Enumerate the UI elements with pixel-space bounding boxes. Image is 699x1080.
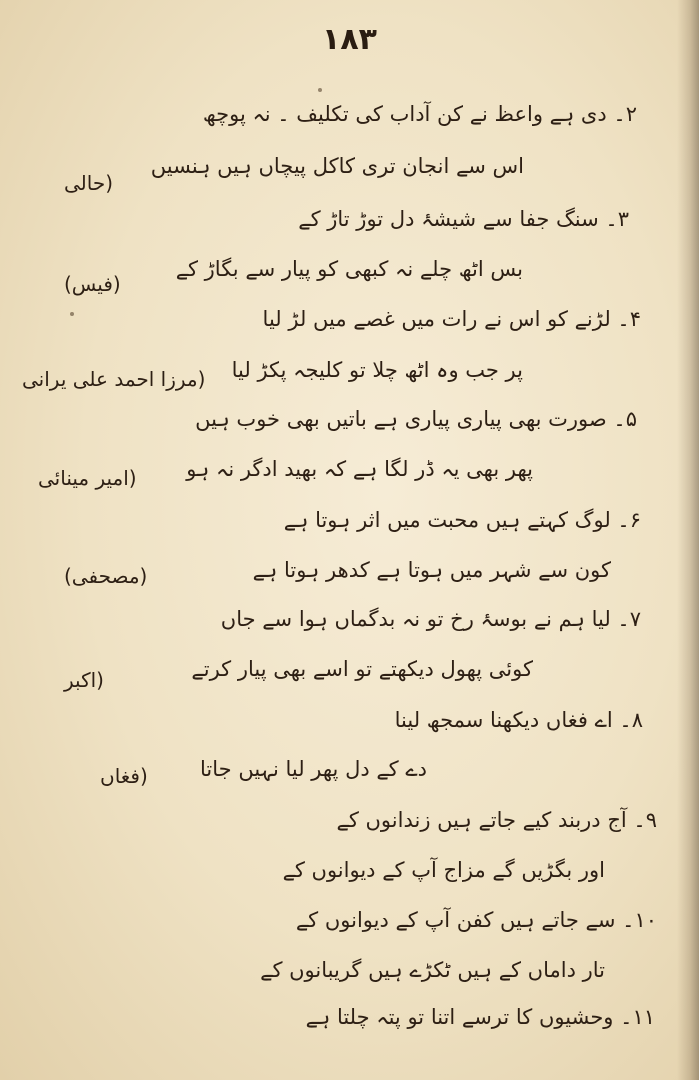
poet-name: (حالی	[64, 171, 114, 195]
poet-name: (فیس)	[64, 272, 121, 296]
verse-line: ۱۱۔ وحشیوں کا ترسے اتنا تو پتہ چلتا ہے	[305, 1005, 655, 1029]
verse-line: پھر بھی یہ ڈر لگا ہے کہ بھید ادگر نہ ہو	[186, 457, 533, 481]
poet-name: (فغاں	[100, 764, 148, 788]
verse-line: اس سے انجان تری کاکل پیچاں ہیں ہنسیں	[150, 154, 524, 178]
verse-line: ۱۰۔ سے جاتے ہیں کفن آپ کے دیوانوں کے	[295, 908, 657, 932]
verse-line: بس اٹھ چلے نہ کبھی کو پیار سے بگاڑ کے	[175, 257, 523, 281]
verse-line: دے کے دل پھر لیا نہیں جاتا	[200, 757, 427, 781]
verse-line: ۳۔ سنگ جفا سے شیشۂ دل توڑ تاڑ کے	[298, 207, 629, 231]
paper-speck	[70, 312, 74, 316]
poet-name: (مرزا احمد علی یرانی	[22, 367, 206, 391]
verse-line: پر جب وہ اٹھ چلا تو کلیجہ پکڑ لیا	[231, 358, 523, 382]
verse-line: ۵۔ صورت بھی پیاری پیاری ہے باتیں بھی خوب ہیں	[195, 407, 637, 431]
verse-line: کوئی پھول دیکھتے تو اسے بھی پیار کرتے	[191, 657, 533, 681]
verse-line: ۴۔ لڑنے کو اس نے رات میں غصے میں لڑ لیا	[262, 307, 641, 331]
verse-line: ۲۔ دی ہے واعظ نے کن آداب کی تکلیف ۔ نہ پوچھ	[202, 102, 637, 126]
verse-line: کون سے شہر میں ہوتا ہے کدھر ہوتا ہے	[252, 558, 611, 582]
verse-line: ۷۔ لیا ہم نے بوسۂ رخ تو نہ بدگماں ہوا سے جاں	[220, 607, 641, 631]
poet-name: (مصحفی)	[64, 564, 148, 588]
verse-line: اور بگڑیں گے مزاج آپ کے دیوانوں کے	[282, 858, 605, 882]
verse-line: ۹۔ آج دربند کیے جاتے ہیں زندانوں کے	[336, 808, 657, 832]
page-edge-shadow	[677, 0, 699, 1080]
paper-speck	[318, 88, 322, 92]
verse-line: ۸۔ اے فغاں دیکھنا سمجھ لینا	[394, 708, 643, 732]
page-number: ۱۸۳	[322, 22, 377, 57]
poet-name: (اکبر	[64, 668, 104, 692]
verse-line: تار داماں کے ہیں ٹکڑے ہیں گریبانوں کے	[260, 958, 605, 982]
poet-name: (امیر مینائی	[38, 466, 137, 490]
verse-line: ۶۔ لوگ کہتے ہیں محبت میں اثر ہوتا ہے	[283, 508, 641, 532]
